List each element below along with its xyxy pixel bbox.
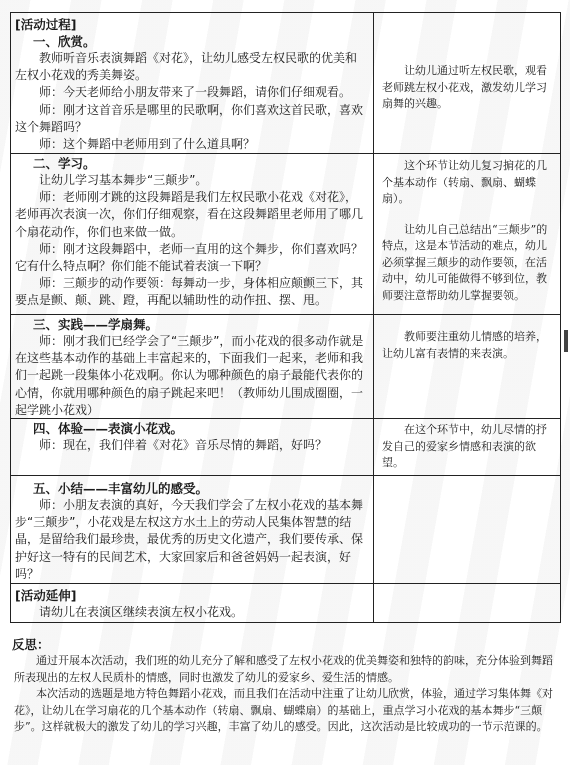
section-note: 让幼儿自己总结出“三颠步”的特点，这是本节活动的难点，幼儿必须掌握三颠步的动作要领，在活动中，幼儿可能做得不够到位，教师要注意帮助幼儿掌握要领。 bbox=[382, 222, 548, 302]
page-edge-mark bbox=[564, 330, 568, 352]
extension-content bbox=[11, 584, 374, 622]
section-content bbox=[11, 315, 374, 418]
section-heading: 一、欣赏。 bbox=[33, 34, 96, 49]
section-paragraph: 让幼儿学习基本舞步“三颠步”。 bbox=[39, 173, 208, 187]
section-note-cell bbox=[374, 315, 560, 418]
reflection-section bbox=[10, 637, 559, 736]
section-row-learning bbox=[11, 154, 560, 315]
reflection-paragraph: 通过开展本次活动，我们班的幼儿充分了解和感受了左权小花戏的优美舞姿和独特的韵味，充分体验到舞蹈所表现出的左权人民质朴的情感，同时也激发了幼儿的爱家乡、爱生活的情感。 bbox=[14, 654, 553, 684]
reflection-paragraph: 本次活动的选题是地方特色舞蹈小花戏，而且我们在活动中注重了让幼儿欣赏，体验，通过学习集体舞《对花》，让幼儿在学习扇花的几个基本动作（转扇、飘扇、蝴蝶扇）的基础上，重点学习小花戏的基本舞步“三颠步”。这样就极大的激发了幼儿的学习兴趣，丰富了幼儿的感受。因此，这次活动是比较成功的一节示范课的。 bbox=[14, 687, 553, 733]
reflection-label: 反思： bbox=[12, 637, 50, 652]
section-paragraph: 教师听音乐表演舞蹈《对花》，让幼儿感受左权民歌的优美和左权小花戏的秀美舞姿。 bbox=[15, 51, 358, 83]
extension-row bbox=[11, 584, 560, 623]
section-row-practice bbox=[11, 315, 560, 419]
extension-text: 请幼儿在表演区继续表演左权小花戏。 bbox=[39, 605, 244, 619]
section-note-cell bbox=[374, 154, 560, 314]
section-note: 教师要注重幼儿情感的培养，让幼儿富有表情的来表演。 bbox=[382, 330, 547, 360]
lesson-plan-table bbox=[10, 12, 561, 623]
extension-label: [活动延伸] bbox=[15, 588, 77, 603]
section-heading: 二、学习。 bbox=[33, 156, 96, 171]
section-note-cell bbox=[374, 419, 560, 475]
process-label: [活动过程] bbox=[15, 17, 77, 32]
section-paragraph: 师：刚才这段舞蹈中，老师一直用的这个舞步，你们喜欢吗？它有什么特点啊？你们能不能试着表演一下啊？ bbox=[15, 241, 364, 274]
section-note: 这个环节让幼儿复习掮花的几个基本动作（转扇、飘扇、蝴蝶扇）。 bbox=[382, 159, 547, 205]
section-paragraph: 师：刚才这首音乐是哪里的民歌啊，你们喜欢这首民歌，喜欢这个舞蹈吗？ bbox=[15, 102, 364, 134]
section-paragraph: 师：三颠步的动作要领：每舞动一步，身体相应颠颤三下，其要点是颤、颠、跳、蹬，再配以辅助性的动作扭、摆、甩。 bbox=[15, 276, 364, 308]
section-note: 让幼儿通过听左权民歌，观看老师跳左权小花戏，激发幼儿学习扇舞的兴趣。 bbox=[382, 64, 547, 110]
section-heading: 三、实践——学扇舞。 bbox=[33, 317, 159, 332]
section-row-appreciation bbox=[11, 13, 560, 154]
section-note: 在这个环节中，幼儿尽情的抒发自己的爱家乡情感和表演的欲望。 bbox=[382, 423, 547, 469]
section-row-summary bbox=[11, 476, 560, 584]
section-paragraph: 师：小朋友表演的真好，今天我们学会了左权小花戏的基本舞步“三颠步”，小花戏是左权这方水土上的劳动人民集体智慧的结晶，是留给我们最珍贵，最优秀的历史文化遗产，我们要传承、保护好这一特有的民间艺术，大家回家后和爸爸妈妈一起表演，好吗？ bbox=[15, 498, 364, 581]
section-note-cell bbox=[374, 13, 560, 153]
section-content bbox=[11, 476, 374, 583]
section-heading: 四、体验——表演小花戏。 bbox=[33, 421, 184, 436]
section-paragraph: 师：这个舞蹈中老师用到了什么道具啊？ bbox=[39, 137, 256, 152]
section-content bbox=[11, 13, 374, 153]
section-paragraph: 师：现在，我们伴着《对花》音乐尽情的舞蹈，好吗？ bbox=[39, 438, 328, 452]
extension-note-cell bbox=[374, 584, 560, 622]
section-note-cell bbox=[374, 476, 560, 583]
section-paragraph: 师：老师刚才跳的这段舞蹈是我们左权民歌小花戏《对花》，老师再次表演一次，你们仔细观察，看在这段舞蹈里老师用了哪几个扇花动作，你们也来做一做。 bbox=[15, 190, 364, 239]
section-content bbox=[11, 419, 374, 475]
section-paragraph: 师：今天老师给小朋友带来了一段舞蹈，请你们仔细观看。 bbox=[39, 85, 352, 100]
section-content bbox=[11, 154, 374, 314]
section-row-experience bbox=[11, 419, 560, 476]
section-paragraph: 师：刚才我们已经学会了“三颠步”，而小花戏的很多动作就是在这些基本动作的基础上丰富起来的，下面我们一起来，老师和我们一起跳一段集体小花戏啊。你认为哪种颜色的扇子最能代表你的心情，你就用哪种颜色的扇子跳起来吧！（教师幼儿围成圈圈，一起学跳小花戏） bbox=[15, 334, 364, 417]
section-heading: 五、小结——丰富幼儿的感受。 bbox=[33, 481, 209, 496]
